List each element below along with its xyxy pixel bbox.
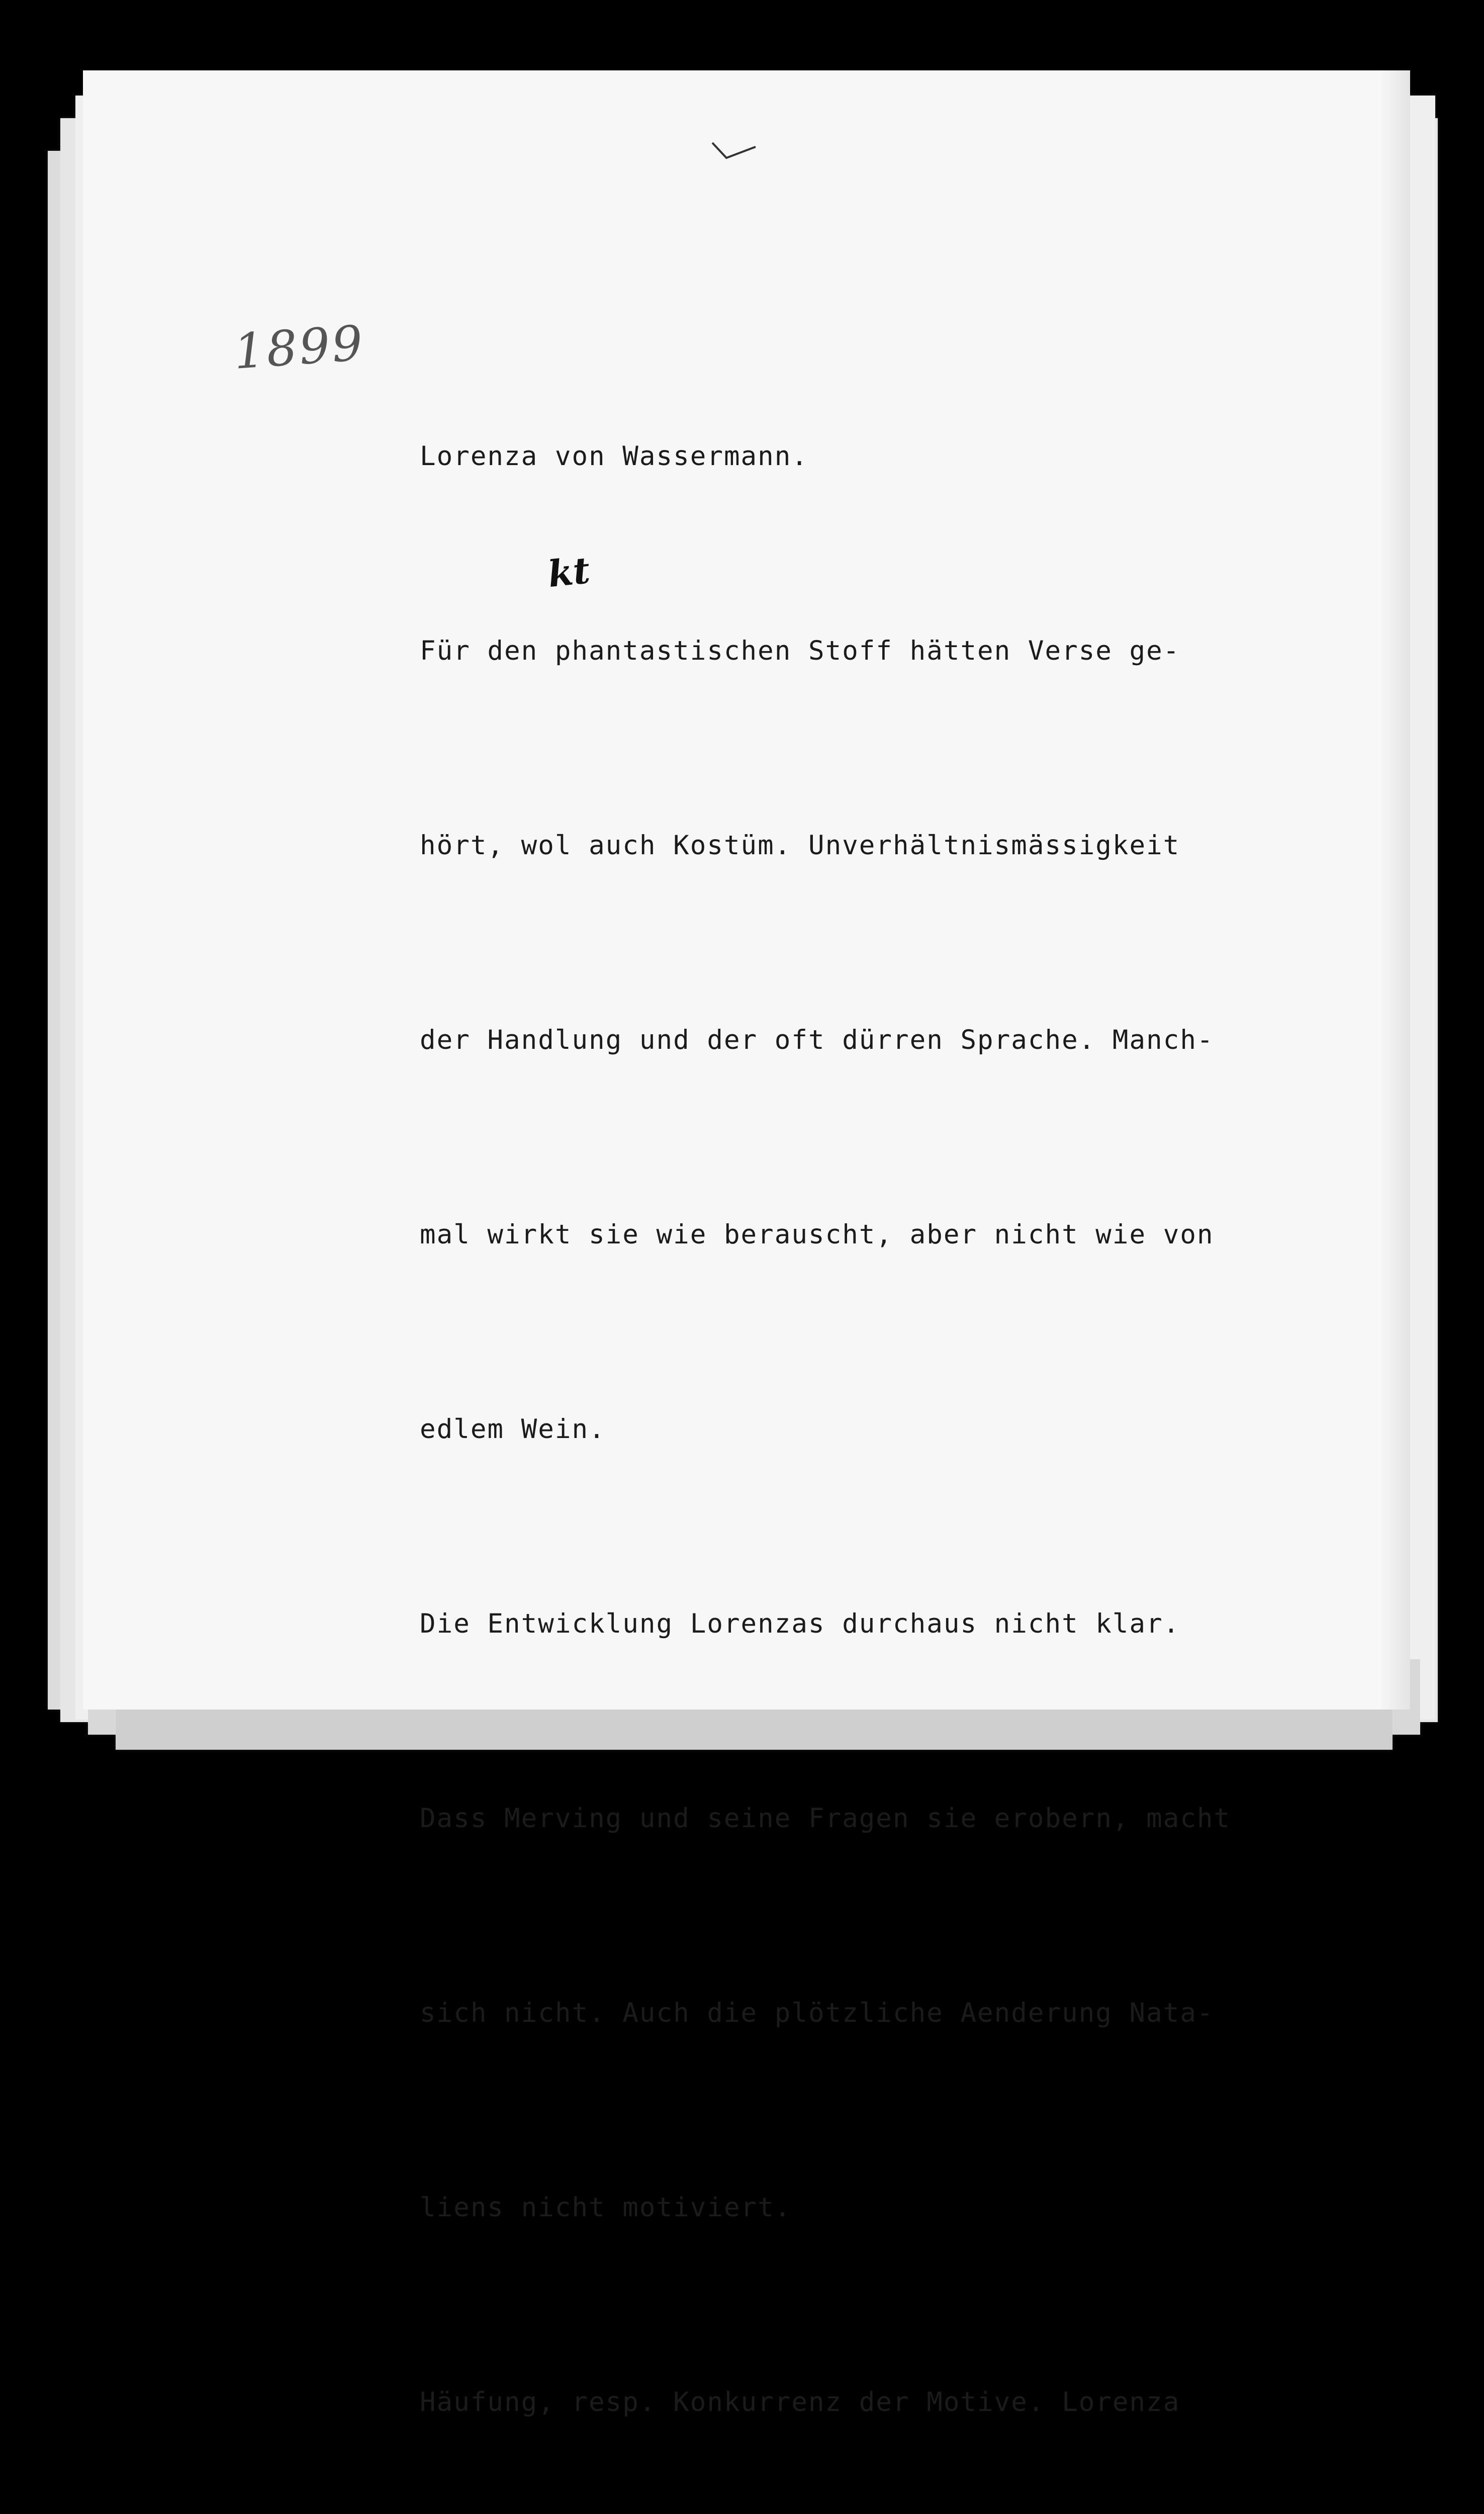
pen-mark (711, 141, 757, 161)
text-line: Die Entwicklung Lorenzas durchaus nicht klar. (420, 1608, 1180, 1639)
page-shadow (1380, 70, 1410, 1710)
handwritten-correction: kt (545, 548, 592, 596)
text-line: liens nicht motiviert. (420, 2192, 792, 2223)
text-line: edlem Wein. (420, 1414, 606, 1445)
typed-page (83, 70, 1410, 2417)
text-line: Dass Merving und seine Fragen sie erobern, macht (420, 1803, 1231, 1834)
text-line: der Handlung und der oft dürren Sprache. Manch- (420, 1025, 1214, 1055)
text-line: sich nicht. Auch die plötzliche Aenderung Nata- (420, 1998, 1214, 2028)
text-line: Für den phantastischen Stoff hätten Verse ge- (420, 636, 1180, 666)
handwritten-year: 1899 (232, 315, 366, 380)
typed-text (420, 294, 1375, 2514)
text-line: hört, wol auch Kostüm. Unverhältnismässigkeit (420, 830, 1180, 861)
document-title: Lorenza von Wassermann. (420, 441, 808, 472)
text-line: mal wirkt sie wie berauscht, aber nicht wie von (420, 1219, 1214, 1250)
text-line: Häufung, resp. Konkurrenz der Motive. Lorenza (420, 2387, 1180, 2417)
